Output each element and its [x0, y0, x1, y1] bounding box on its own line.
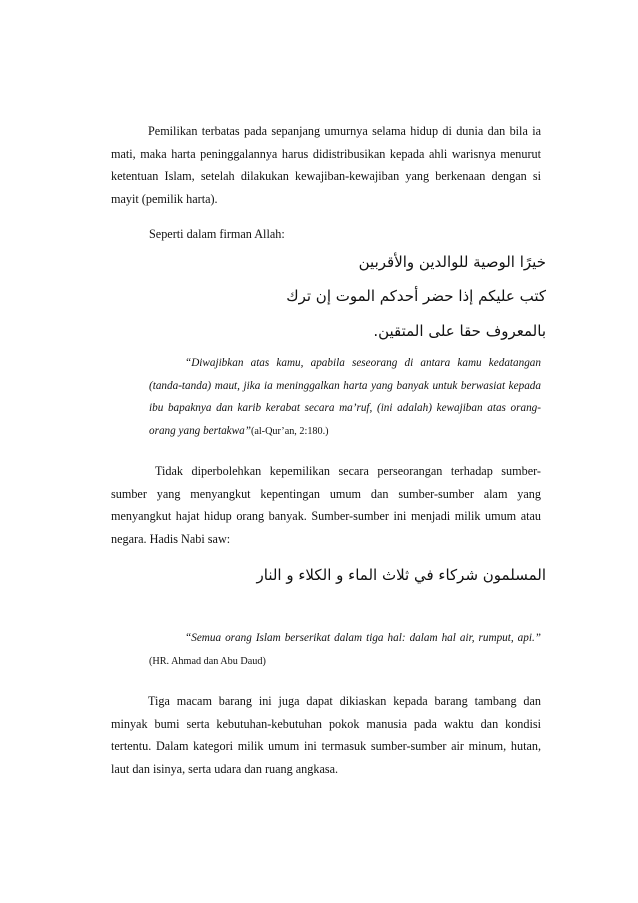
paragraph-natural-resources: Tiga macam barang ini juga dapat dikiaskan kepada barang tambang dan minyak bumi serta kebutuhan-kebutuhan pokok manusia pada waktu dan kondisi tertentu. Dalam kategori milik umum ini termasuk sumber-sumber air minum, hutan, laut dan isinya, serta udara dan ruang angkasa. [111, 694, 541, 776]
quote-reference: (al-Qur’an, 2:180.) [250, 425, 329, 437]
arabic-verse-line-3: بالمعروف حقا على المتقين. [373, 322, 546, 340]
arabic-verse-line-2: كتب عليكم إذا حضر أحدكم الموت إن ترك [286, 287, 546, 305]
quote-text: “Diwajibkan atas kamu, apabila seseorang di antara kamu kedatangan (tanda-tanda) maut, jika ia meninggalkan harta yang banyak untuk berwasiat kepada ibu bapaknya dan karib kerabat secara ma’ruf, (ini adalah) kewajiban atas orang-orang yang bertakwa” [149, 357, 541, 437]
quran-intro-text: Seperti dalam firman Allah: [149, 227, 285, 241]
hadith-translation-quote [149, 627, 541, 673]
quote-text: “Semua orang Islam berserikat dalam tiga hal: dalam hal air, rumput, api.” [185, 632, 541, 644]
arabic-hadith: المسلمون شركاء في ثلاث الماء و الكلاء و النار [256, 566, 546, 584]
arabic-verse-line-1: خيرًا الوصية للوالدين والأقربين [358, 253, 546, 271]
paragraph-public-ownership: Tidak diperbolehkan kepemilikan secara perseorangan terhadap sumber-sumber yang menyangkut kepentingan umum dan sumber-sumber alam yang menyangkut hajat hidup orang banyak. Sumber-sumber ini menjadi milik umum atau negara. Hadis Nabi saw: [111, 464, 541, 546]
paragraph-ownership-limit: Pemilikan terbatas pada sepanjang umurnya selama hidup di dunia dan bila ia mati, maka harta peninggalannya harus didistribusikan kepada ahli warisnya menurut ketentuan Islam, setelah dilakukan kewajiban-kewajiban yang berkenaan dengan si mayit (pemilik harta). [111, 124, 541, 206]
quote-reference: (HR. Ahmad dan Abu Daud) [149, 655, 266, 667]
quran-translation-quote [149, 352, 541, 443]
